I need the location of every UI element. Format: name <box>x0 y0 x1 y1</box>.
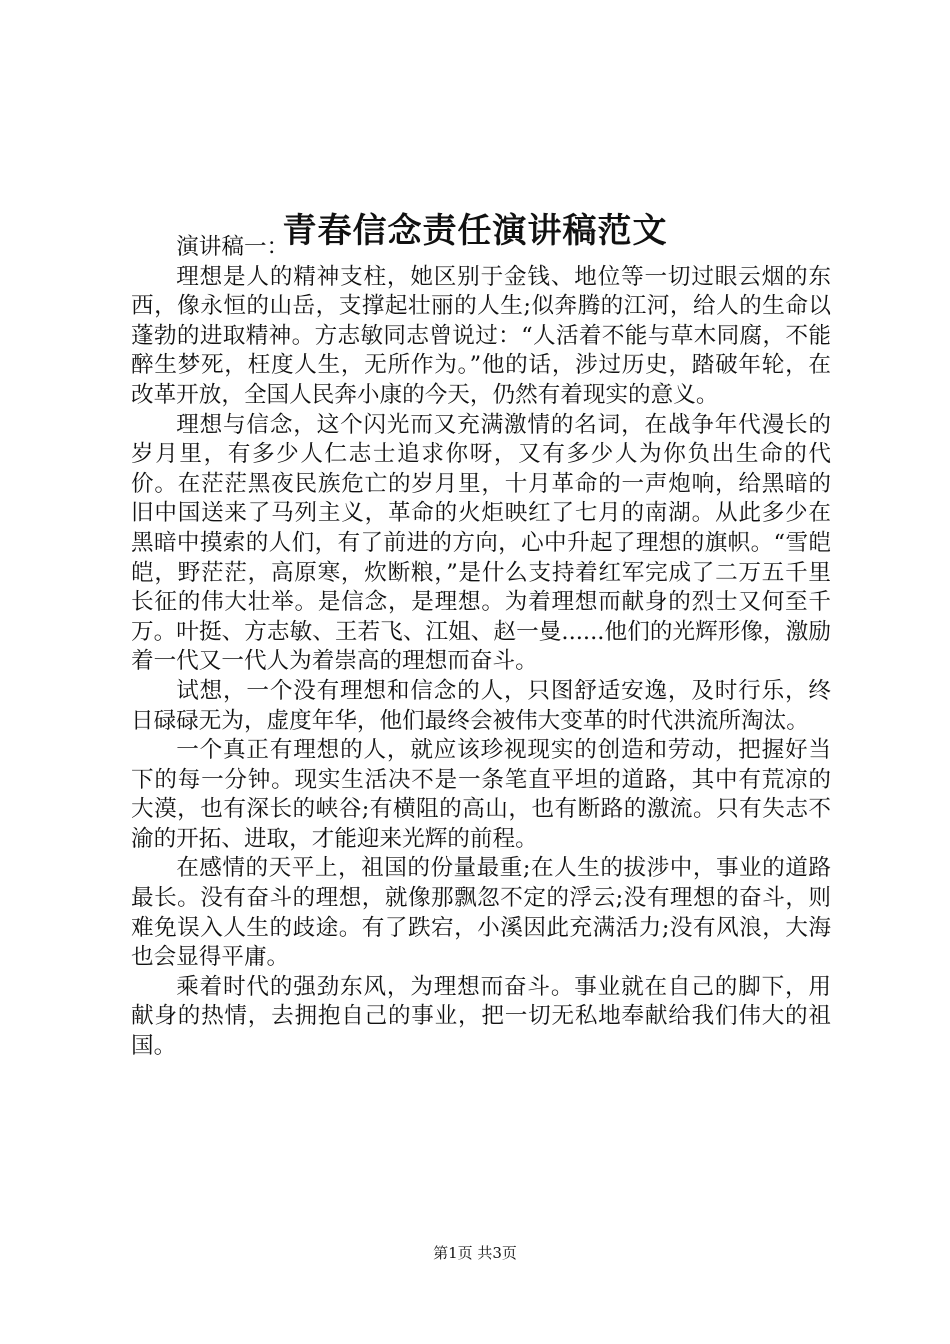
paragraph-4: 一个真正有理想的人，就应该珍视现实的创造和劳动，把握好当下的每一分钟。现实生活决不是一条笔直平坦的道路，其中有荒凉的大漠，也有深长的峡谷;有横阻的高山，也有断路的激流。只有失志不渝的开拓、进取，才能迎来光辉的前程。 <box>131 737 831 852</box>
paragraph-1: 理想是人的精神支柱，她区别于金钱、地位等一切过眼云烟的东西，像永恒的山岳，支撑起壮丽的人生;似奔腾的江河，给人的生命以蓬勃的进取精神。方志敏同志曾说过：“人活着不能与草木同腐，不能醉生梦死，枉度人生，无所作为。”他的话，涉过历史，踏破年轮，在改革开放，全国人民奔小康的今天，仍然有着现实的意义。 <box>131 263 831 408</box>
paragraph-6: 乘着时代的强劲东风，为理想而奋斗。事业就在自己的脚下，用献身的热情，去拥抱自己的事业，把一切无私地奉献给我们伟大的祖国。 <box>131 973 831 1060</box>
document-body <box>131 233 831 1062</box>
section-label: 演讲稿一： <box>176 234 290 260</box>
paragraph-3: 试想，一个没有理想和信念的人，只图舒适安逸，及时行乐，终日碌碌无为，虚度年华，他们最终会被伟大变革的时代洪流所淘汰。 <box>131 677 831 734</box>
paragraph-5: 在感情的天平上，祖国的份量最重;在人生的拔涉中，事业的道路最长。没有奋斗的理想，就像那飘忽不定的浮云;没有理想的奋斗，则难免误入人生的歧途。有了跌宕，小溪因此充满活力;没有风浪，大海也会显得平庸。 <box>131 855 831 971</box>
page-title: 青春信念责任演讲稿范文 <box>282 210 668 251</box>
paragraph-2: 理想与信念，这个闪光而又充满激情的名词，在战争年代漫长的岁月里，有多少人仁志士追求你呀，又有多少人为你负出生命的代价。在茫茫黑夜民族危亡的岁月里，十月革命的一声炮响，给黑暗的旧中国送来了马列主义，革命的火炬映红了七月的南湖。从此多少在黑暗中摸索的人们，有了前进的方向，心中升起了理想的旗帜。“雪皑皑，野茫茫，高原寒，炊断粮，”是什么支持着红军完成了二万五千里长征的伟大壮举。是信念，是理想。为着理想而献身的烈士又何至千万。叶挺、方志敏、王若飞、江姐、赵一曼......他们的光辉形像，激励着一代又一代人为着崇高的理想而奋斗。 <box>131 411 831 675</box>
page-number-footer: 第1页 共3页 <box>433 1244 517 1262</box>
